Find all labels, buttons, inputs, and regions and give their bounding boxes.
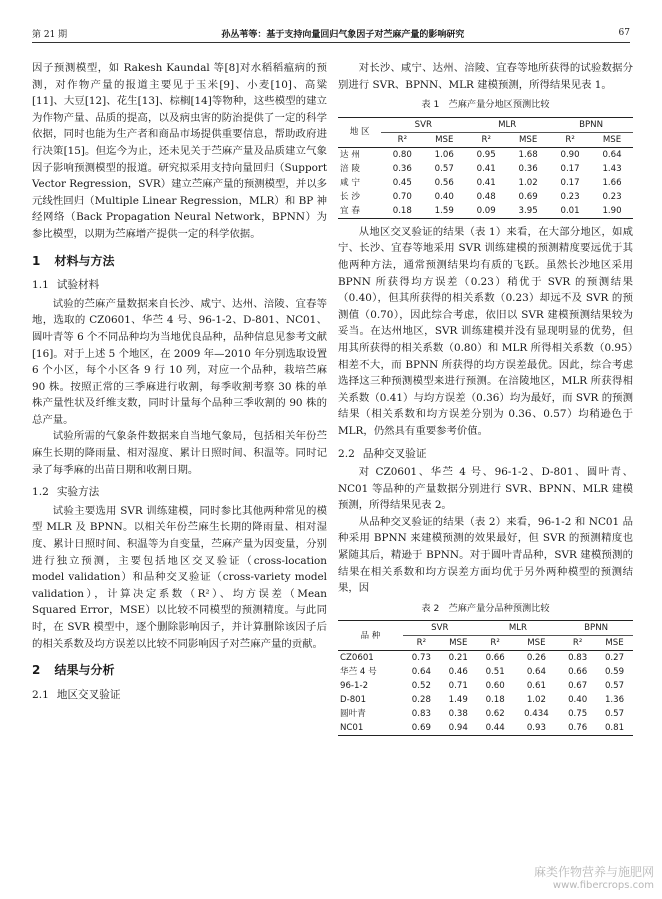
table-cell: 3.95 bbox=[518, 205, 538, 216]
table-1 bbox=[338, 117, 633, 219]
intro-paragraph: 因子预测模型，如 Rakesh Kaundal 等[8]对水稻稻瘟病的预测，对作物产量的报道主要见于玉米[9]、小麦[10]、高粱[11]、大豆[12]、花生[13]、棕榈[14]等物种，这些模型的建立为作物产量、品质的提高，以及病虫害的防治提供了一定的科学依据，同时也能为生产者和商品市场提供重要信息，帮助政府进行决策[15]。但迄今为止，还未见关于苎麻产量及品质建立气象因子影响预测模型的报道。研究拟采用支持向量回归（Support Vector Regression，SVR）建立苎麻产量的预测模型，并以多元线性回归（Multiple Linear Regression，MLR）和 BP 神经网络（Back Propagation Neural Network，BPNN）为参比模型，以期为苎麻增产提供一定的科学依据。 bbox=[32, 62, 327, 240]
column-header: R² bbox=[549, 132, 591, 147]
table-cell: 0.17 bbox=[560, 163, 580, 174]
table-cell: 0.71 bbox=[448, 681, 468, 692]
subsection-2-2-heading bbox=[338, 446, 633, 463]
right-column bbox=[338, 60, 633, 736]
row-label: 96-1-2 bbox=[340, 681, 369, 692]
table-cell: 1.43 bbox=[602, 163, 622, 174]
table-cell: 0.69 bbox=[411, 723, 431, 734]
methods-paragraph: 试验主要选用 SVR 训练建模，同时参比其他两种常见的模型 MLR 及 BPNN。以相关年份苎麻生长期的降雨量、相对湿度、累计日照时间、积温等为自变量，苎麻产量为因变量，分别进行独立预测，主要包括地区交叉验证（cross-location model validation）和品种交叉验证（cross-variety model validation），计算决定系数（R²）、均方误差（Mean Squared Error，MSE）以比较不同模型的预测精度。与此同时，在 SVR 模型中，逐个删除影响因子，并计算删除该因子后的相关系数及均方误差以比较不同影响因子对苎麻产量的贡献。 bbox=[32, 504, 327, 650]
row-label: NC01 bbox=[340, 723, 364, 734]
table-cell: 0.95 bbox=[476, 149, 496, 160]
subsection-2-1-heading bbox=[32, 687, 327, 704]
row-label: 圆叶青 bbox=[340, 709, 366, 720]
materials-paragraph-2: 试验所需的气象条件数据来自当地气象局，包括相关年份苎麻生长期的降雨量、相对湿度、累计日照时间、积温等。同时记录了每季麻的出苗日期和收割日期。 bbox=[32, 430, 327, 476]
table-cell: 0.45 bbox=[392, 177, 412, 188]
section-title: 结果与分析 bbox=[54, 663, 115, 678]
location-results-paragraph: 从地区交叉验证的结果（表 1）来看，在大部分地区，如咸宁、长沙、宜春等地采用 SVR 训练建模的预测精度要远优于其他两种方法，通常预测结果均有质的飞跃。虽然长沙地区采用 BPNN 所获得均方误差（0.23）稍优于 SVR 的预测结果（0.40），但其所获得的相关系数（0.23）却远不及 SVR 的预测值（0.70），因此综合考虑，依旧以 SVR 建模预测结果较为妥当。在达州地区，SVR 训练建模并没有显现明显的优势，但用其所获得的相关系数（0.80）和 MLR 所得相关系数（0.95）相差不大，而 BPNN 所获得的均方误差最优。因此，综合考虑选择这三种预测模型来进行预测。在涪陵地区，MLR 所获得相关系数（0.41）与均方误差（0.36）均为最好，而 SVR 的预测结果（相关系数和均方误差分别为 0.36、0.57）均稍逊色于 MLR，仍然具有重要参考价值。 bbox=[338, 225, 633, 437]
left-column bbox=[32, 60, 327, 705]
table-row bbox=[338, 693, 633, 707]
table-cell: 0.59 bbox=[604, 667, 625, 678]
row-label: CZ0601 bbox=[340, 653, 374, 664]
table-cell: 0.80 bbox=[392, 149, 412, 160]
table-cell: 0.36 bbox=[518, 163, 538, 174]
table-cell: 0.40 bbox=[434, 191, 454, 202]
table-cell: 0.93 bbox=[526, 723, 546, 734]
variety-intro-paragraph: 对 CZ0601、华苎 4 号、96-1-2、D-801、圆叶青、NC01 等品种的产量数据分别进行 SVR、BPNN、MLR 建模预测，所得结果见表 2。 bbox=[338, 466, 633, 512]
subsection-number: 1.1 bbox=[32, 279, 49, 292]
location-intro-paragraph: 对长沙、咸宁、达州、涪陵、宜春等地所获得的试验数据分别进行 SVR、BPNN、MLR 建模预测，所得结果见表 1。 bbox=[338, 62, 633, 91]
table-cell: 0.67 bbox=[568, 681, 588, 692]
table-row bbox=[338, 651, 633, 666]
column-header: MSE bbox=[514, 636, 560, 651]
table-row bbox=[338, 190, 633, 204]
section-number: 1 bbox=[32, 253, 41, 268]
table-cell: 1.02 bbox=[526, 695, 546, 706]
column-header: MSE bbox=[440, 636, 477, 651]
table-1-caption: 表 1 苎麻产量分地区预测比较 bbox=[421, 99, 550, 111]
subsection-1-1-heading bbox=[32, 277, 327, 294]
row-label: 咸 宁 bbox=[340, 177, 360, 188]
materials-paragraph-1: 试验的苎麻产量数据来自长沙、咸宁、达州、涪陵、宜春等地，选取的 CZ0601、华苎 4 号、96-1-2、D-801、NC01、圆叶青等 6 个不同品种均为当地优良品种，品种信息见参考文献[16]。对于上述 5 个地区，在 2009 年—2010 年分别选取设置 6 个小区，每个小区各 9 行 10 列，对应一个品种，栽培苎麻 90 株。按照正常的三季麻进行收割，每季收割考察 30 株的单株产量性状及纤维支数，同时计量每个品种三季收割的 90 株的总产量。 bbox=[32, 297, 327, 426]
column-header: MSE bbox=[596, 636, 633, 651]
table-cell: 1.90 bbox=[602, 205, 622, 216]
column-header: MSE bbox=[591, 132, 633, 147]
table-cell: 0.18 bbox=[485, 695, 505, 706]
table-cell: 0.83 bbox=[411, 709, 431, 720]
column-header: R² bbox=[403, 636, 440, 651]
table-cell: 0.46 bbox=[448, 667, 468, 678]
table-cell: 0.64 bbox=[526, 667, 546, 678]
table-cell: 0.38 bbox=[448, 709, 468, 720]
table-cell: 0.09 bbox=[476, 205, 496, 216]
row-label: 长 沙 bbox=[340, 191, 360, 202]
watermark-line-2: www.fibercrops.com bbox=[552, 880, 654, 891]
table-cell: 1.02 bbox=[518, 177, 538, 188]
table-row bbox=[338, 707, 633, 721]
group-header: SVR bbox=[403, 621, 477, 636]
table-cell: 0.23 bbox=[560, 191, 580, 202]
table-cell: 0.52 bbox=[411, 681, 431, 692]
table-cell: 1.66 bbox=[602, 177, 622, 188]
subsection-number: 2.1 bbox=[32, 688, 49, 701]
table-cell: 0.23 bbox=[602, 191, 622, 202]
running-title: 孙丛苇等：基于支持向量回归气象因子对苎麻产量的影响研究 bbox=[221, 29, 465, 40]
table-cell: 0.90 bbox=[560, 149, 580, 160]
table-cell: 1.68 bbox=[518, 149, 538, 160]
subsection-1-2-heading bbox=[32, 484, 327, 501]
table-cell: 0.01 bbox=[560, 205, 580, 216]
table-cell: 0.64 bbox=[602, 149, 622, 160]
table-cell: 0.48 bbox=[476, 191, 496, 202]
table-row bbox=[338, 721, 633, 736]
table-cell: 0.64 bbox=[411, 667, 431, 678]
table-row bbox=[338, 679, 633, 693]
subsection-title: 试验材料 bbox=[56, 279, 100, 292]
table-2-caption: 表 2 苎麻产量分品种预测比较 bbox=[421, 602, 550, 614]
group-header: MLR bbox=[477, 621, 560, 636]
column-header: R² bbox=[559, 636, 596, 651]
issue-label: 第 21 期 bbox=[32, 29, 68, 40]
site-watermark bbox=[524, 863, 654, 891]
table-row bbox=[338, 147, 633, 162]
table-cell: 0.41 bbox=[476, 177, 496, 188]
table-cell: 0.57 bbox=[434, 163, 454, 174]
column-header: R² bbox=[477, 636, 514, 651]
subsection-title: 地区交叉验证 bbox=[56, 688, 121, 701]
table-cell: 0.28 bbox=[411, 695, 431, 706]
column-header: R² bbox=[381, 132, 423, 147]
watermark-line-1: 麻类作物营养与施肥网 bbox=[533, 865, 654, 879]
subsection-number: 1.2 bbox=[32, 486, 49, 499]
column-header: R² bbox=[465, 132, 507, 147]
table-cell: 0.75 bbox=[568, 709, 588, 720]
variety-results-paragraph: 从品种交叉验证的结果（表 2）来看，96-1-2 和 NC01 品种采用 BPNN 来建模预测的效果最好，但 SVR 的预测精度也紧随其后，精逊于 BPNN。对于圆叶青品种，SVR 建模预测的结果在相关系数和均方误差方面均优于另外两种模型的预测结果，因 bbox=[338, 515, 633, 595]
table-cell: 0.66 bbox=[485, 653, 505, 664]
section-1-heading bbox=[32, 253, 327, 270]
table-cell: 0.76 bbox=[568, 723, 588, 734]
table-cell: 0.21 bbox=[448, 653, 468, 664]
group-header: BPNN bbox=[549, 117, 633, 132]
table-cell: 0.44 bbox=[485, 723, 505, 734]
table-cell: 0.17 bbox=[560, 177, 580, 188]
table-cell: 0.73 bbox=[411, 653, 431, 664]
table-cell: 0.81 bbox=[604, 723, 625, 734]
section-number: 2 bbox=[32, 663, 41, 678]
table-cell: 0.62 bbox=[485, 709, 505, 720]
table-cell: 0.26 bbox=[526, 653, 546, 664]
table-row bbox=[338, 204, 633, 219]
table-cell: 0.434 bbox=[524, 709, 549, 720]
table-2 bbox=[338, 620, 633, 736]
row-header: 品 种 bbox=[338, 621, 403, 651]
page-number: 67 bbox=[618, 28, 630, 38]
column-header: MSE bbox=[507, 132, 549, 147]
table-cell: 0.36 bbox=[392, 163, 412, 174]
table-cell: 1.06 bbox=[434, 149, 454, 160]
table-cell: 0.66 bbox=[568, 667, 588, 678]
table-cell: 0.57 bbox=[604, 681, 625, 692]
group-header: MLR bbox=[465, 117, 549, 132]
table-row bbox=[338, 162, 633, 176]
group-header: SVR bbox=[381, 117, 465, 132]
table-cell: 1.59 bbox=[434, 205, 454, 216]
table-cell: 0.18 bbox=[392, 205, 412, 216]
table-cell: 1.36 bbox=[604, 695, 625, 706]
subsection-number: 2.2 bbox=[338, 447, 355, 460]
section-2-heading bbox=[32, 662, 327, 679]
subsection-title: 品种交叉验证 bbox=[362, 447, 427, 460]
table-cell: 0.57 bbox=[604, 709, 625, 720]
section-title: 材料与方法 bbox=[54, 253, 115, 268]
table-cell: 0.60 bbox=[485, 681, 505, 692]
row-label: 华苎 4 号 bbox=[340, 667, 377, 678]
table-cell: 0.94 bbox=[448, 723, 468, 734]
table-cell: 0.61 bbox=[526, 681, 546, 692]
group-header: BPNN bbox=[559, 621, 633, 636]
table-cell: 0.83 bbox=[568, 653, 588, 664]
table-row bbox=[338, 176, 633, 190]
table-cell: 0.41 bbox=[476, 163, 496, 174]
table-cell: 0.56 bbox=[434, 177, 454, 188]
table-cell: 0.27 bbox=[604, 653, 625, 664]
subsection-title: 实验方法 bbox=[56, 486, 100, 499]
column-header: MSE bbox=[423, 132, 465, 147]
row-label: 宜 春 bbox=[340, 205, 360, 216]
row-label: 涪 陵 bbox=[340, 163, 360, 174]
table-cell: 0.51 bbox=[485, 667, 505, 678]
table-row bbox=[338, 665, 633, 679]
row-label: D-801 bbox=[340, 695, 367, 706]
table-cell: 0.40 bbox=[568, 695, 588, 706]
table-cell: 1.49 bbox=[448, 695, 468, 706]
row-header: 地 区 bbox=[338, 117, 381, 147]
page-header bbox=[32, 24, 630, 43]
table-cell: 0.69 bbox=[518, 191, 538, 202]
table-cell: 0.70 bbox=[392, 191, 412, 202]
row-label: 达 州 bbox=[340, 149, 360, 160]
